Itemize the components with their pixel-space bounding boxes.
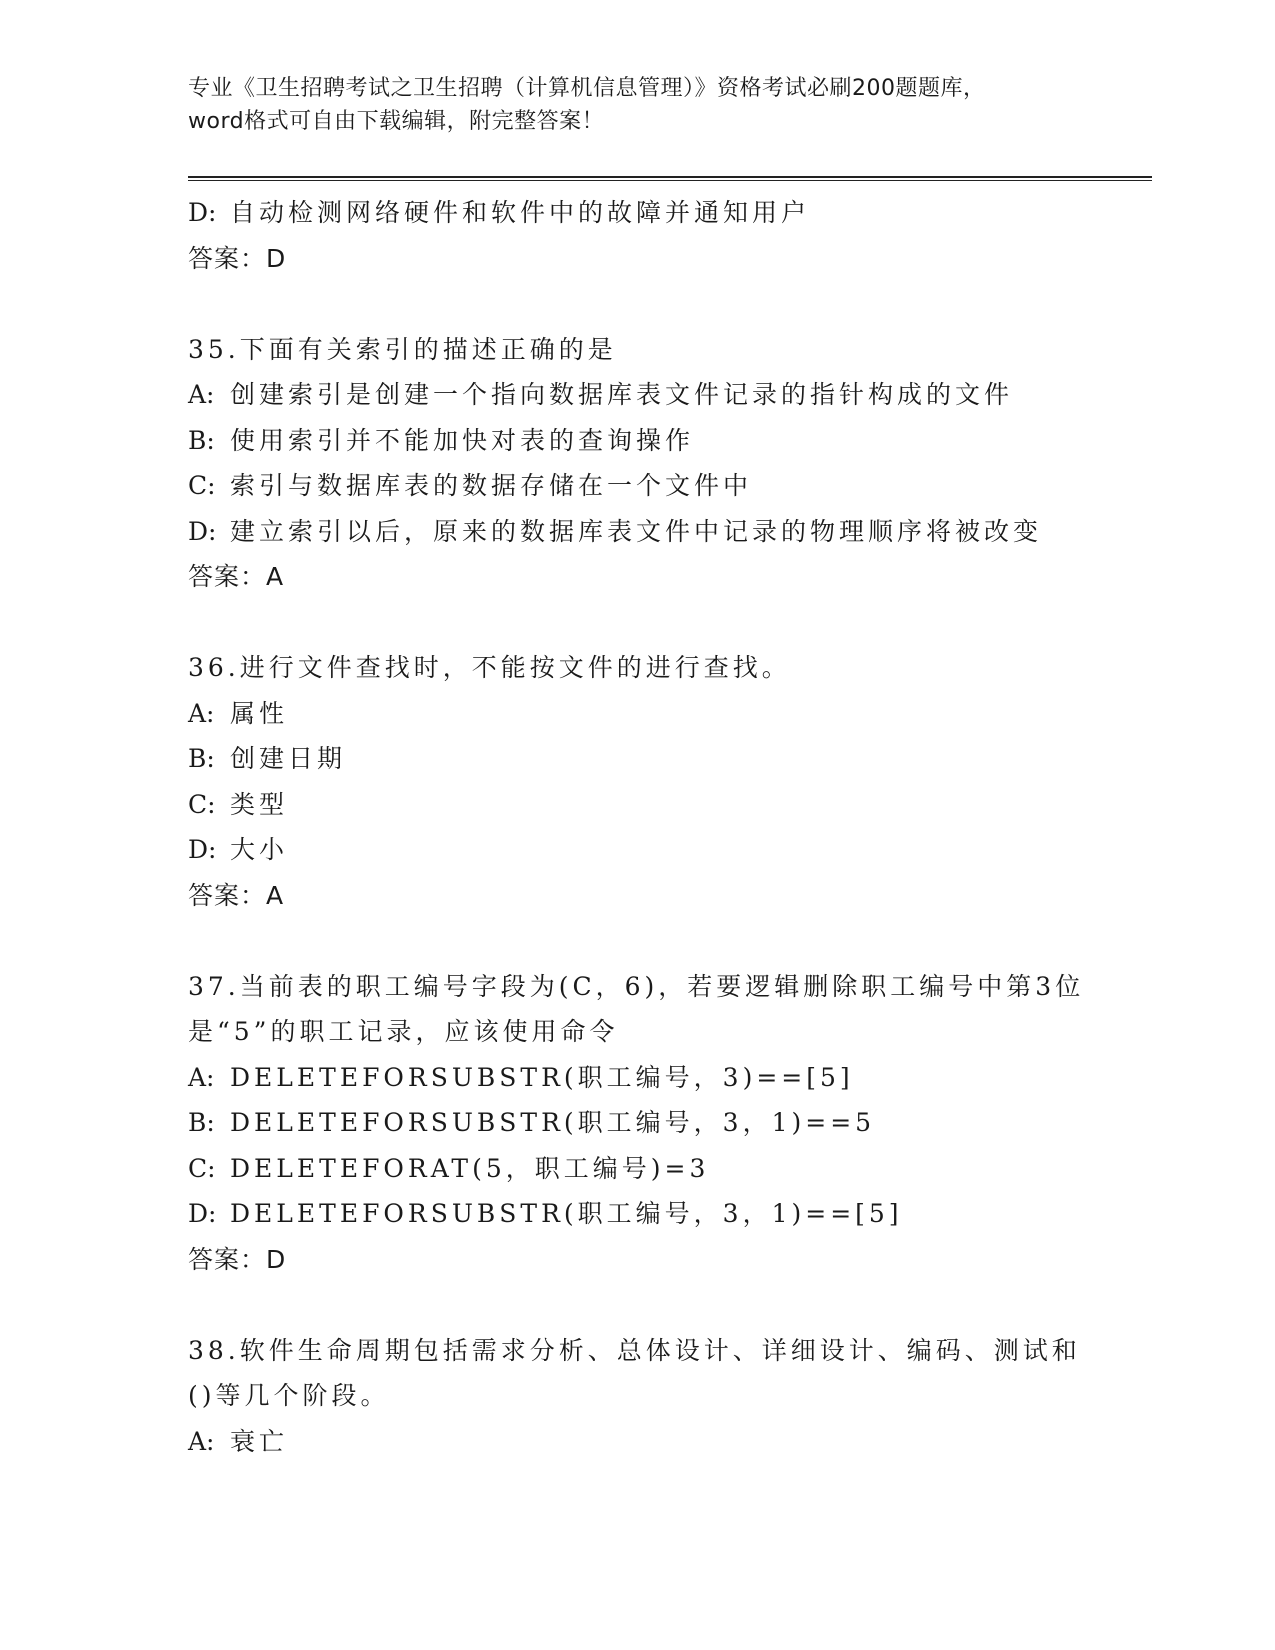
option-letter: D: <box>188 198 217 227</box>
option-d <box>188 509 1088 555</box>
option-b <box>188 1100 1088 1146</box>
option-letter: C: <box>188 789 216 819</box>
option-a <box>188 372 1088 418</box>
option-letter: A: <box>188 1426 215 1456</box>
header-title-line-2: word格式可自由下载编辑，附完整答案！ <box>188 109 605 134</box>
option-c <box>188 1146 1088 1192</box>
question-35-text: 35.下面有关索引的描述正确的是 <box>188 334 617 364</box>
option-c <box>188 463 1088 509</box>
option-text: 大小 <box>230 835 289 864</box>
option-letter: C: <box>188 1153 216 1183</box>
option-text: 创建索引是创建一个指向数据库表文件记录的指针构成的文件 <box>230 380 1014 409</box>
option-text: 类型 <box>230 789 289 819</box>
document-body <box>188 190 1088 1464</box>
option-text: 使用索引并不能加快对表的查询操作 <box>230 425 695 455</box>
option-text: 属性 <box>230 698 289 728</box>
header-title-line-1: 专业《卫生招聘考试之卫生招聘（计算机信息管理）》资格考试必刷200题题库， <box>188 76 986 101</box>
option-letter: A: <box>188 698 215 728</box>
question-37-text: 37.当前表的职工编号字段为(C，6)，若要逻辑删除职工编号中第3位是“5”的职工记录，应该使用命令 <box>188 971 1085 1046</box>
option-text: 创建日期 <box>230 744 347 773</box>
question-38-text: 38.软件生命周期包括需求分析、总体设计、详细设计、编码、测试和()等几个阶段。 <box>188 1335 1081 1410</box>
option-c <box>188 782 1088 828</box>
option-letter: C: <box>188 471 216 500</box>
option-text: DELETEFORSUBSTR(职工编号，3，1)==[5] <box>230 1199 903 1228</box>
option-b <box>188 736 1088 782</box>
option-d <box>188 1191 1088 1237</box>
option-a <box>188 1055 1088 1101</box>
option-letter: B: <box>188 744 215 773</box>
option-text: DELETEFORSUBSTR(职工编号，3，1)==5 <box>230 1108 876 1137</box>
answer-line: 答案：D <box>188 243 287 273</box>
spacer <box>188 600 1088 646</box>
option-d <box>188 827 1088 873</box>
option-text: DELETEFORSUBSTR(职工编号，3)==[5] <box>230 1062 854 1092</box>
option-text: 衰亡 <box>230 1426 289 1456</box>
option-letter: D: <box>188 516 217 546</box>
answer-line: 答案：A <box>188 562 285 591</box>
option-b <box>188 418 1088 464</box>
option-letter: B: <box>188 1108 215 1137</box>
option-d <box>188 190 1088 236</box>
option-letter: A: <box>188 380 215 409</box>
option-a <box>188 691 1088 737</box>
option-text: DELETEFORAT(5，职工编号)=3 <box>230 1153 710 1183</box>
option-a <box>188 1419 1088 1465</box>
option-letter: D: <box>188 1199 217 1228</box>
option-text: 自动检测网络硬件和软件中的故障并通知用户 <box>230 198 811 227</box>
option-letter: B: <box>188 425 215 455</box>
answer-line: 答案：A <box>188 880 285 910</box>
question-36-text: 36.进行文件查找时，不能按文件的进行查找。 <box>188 653 791 682</box>
spacer <box>188 918 1088 964</box>
option-letter: D: <box>188 835 217 864</box>
option-letter: A: <box>188 1062 215 1092</box>
option-text: 索引与数据库表的数据存储在一个文件中 <box>230 471 753 500</box>
answer-line: 答案：D <box>188 1244 287 1274</box>
header-divider <box>188 176 1152 181</box>
spacer <box>188 1282 1088 1328</box>
spacer <box>188 281 1088 327</box>
option-text: 建立索引以后，原来的数据库表文件中记录的物理顺序将被改变 <box>230 516 1043 546</box>
document-header <box>188 72 1088 138</box>
